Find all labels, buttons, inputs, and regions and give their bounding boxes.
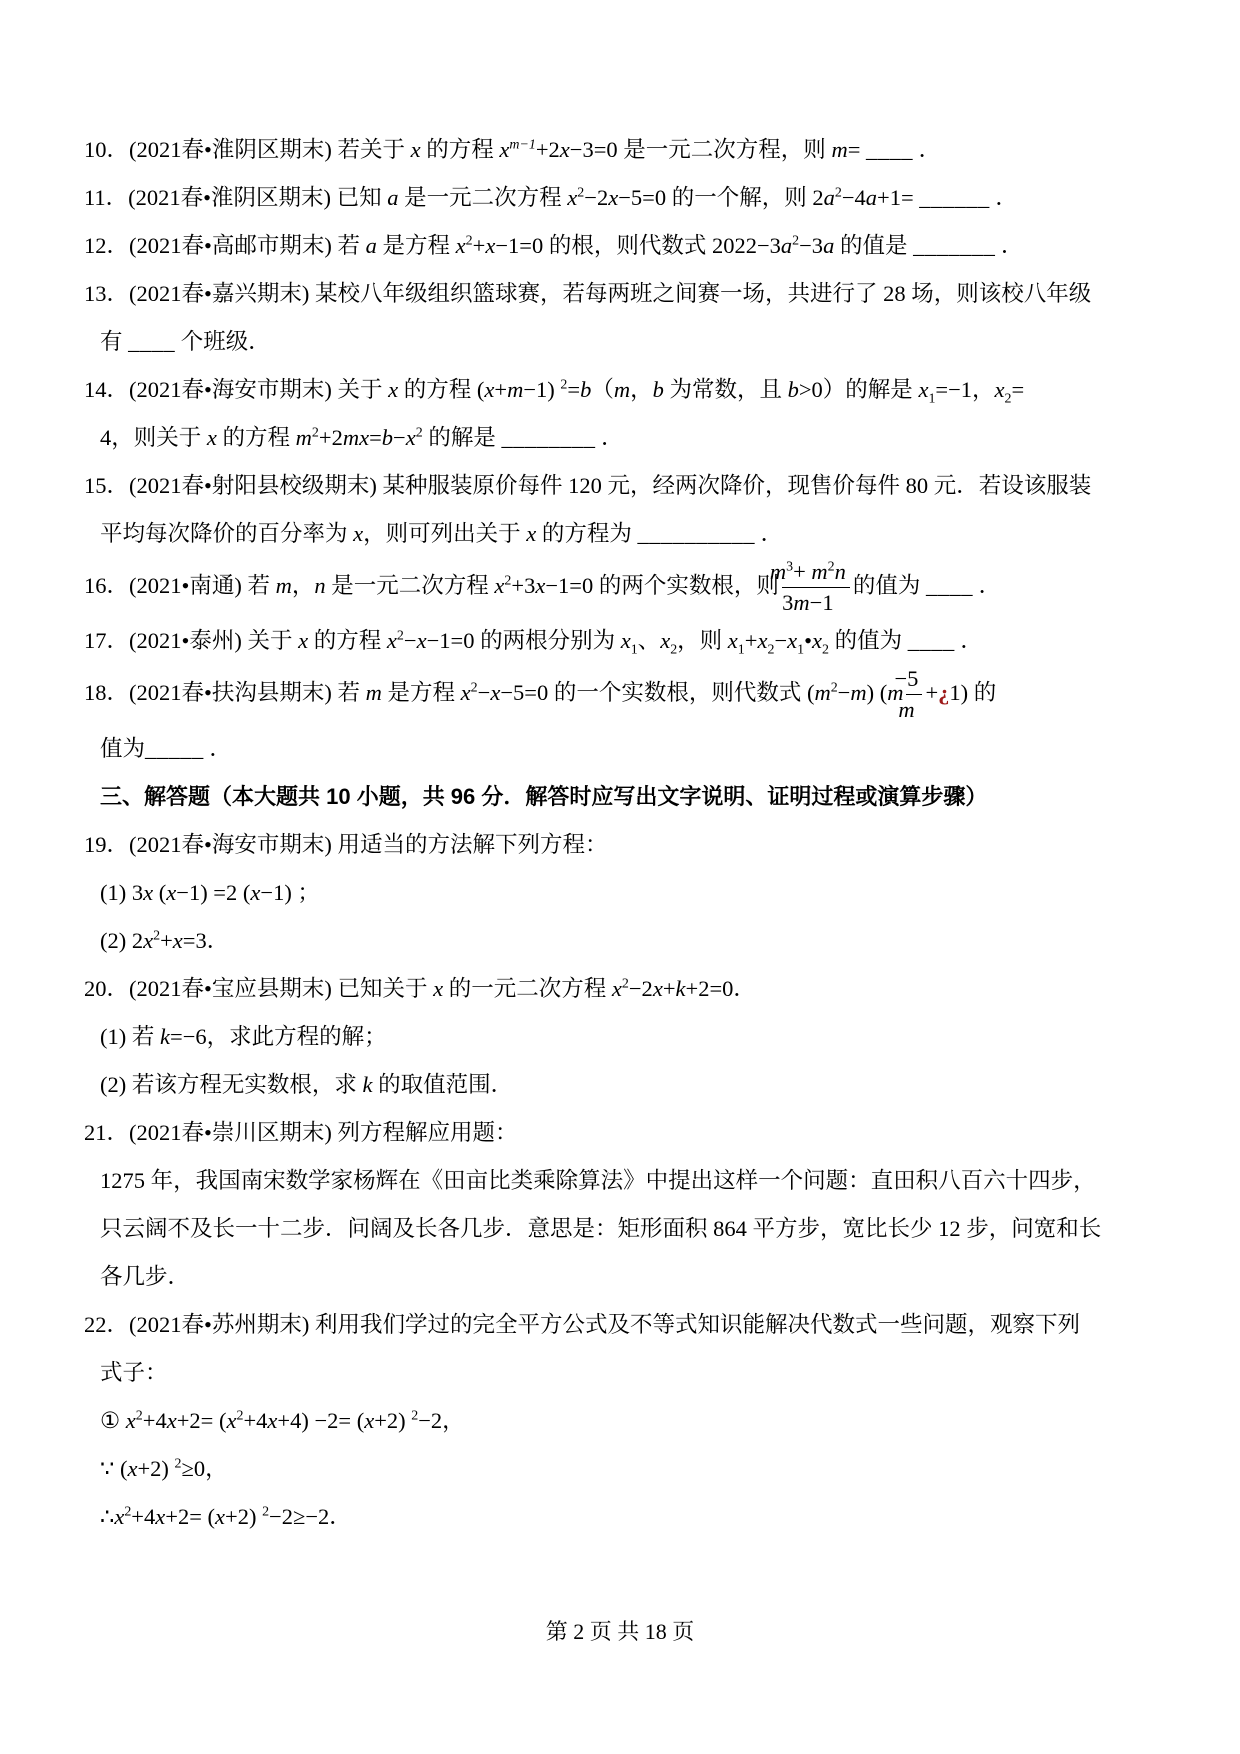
math-variable: x	[660, 628, 671, 654]
math-variable: x	[918, 377, 929, 402]
math-variable: x	[787, 628, 798, 654]
problem-21-line2: 1275 年，我国南宋数学家杨辉在《田亩比类乘除算法》中提出这样一个问题：直田积八百六十四步，	[100, 1167, 1096, 1193]
math-variable: x	[267, 1407, 278, 1433]
math-variable: x	[125, 1407, 136, 1433]
math-variable: x	[127, 1455, 138, 1481]
math-superscript: 2	[153, 928, 161, 943]
math-variable: x	[994, 377, 1005, 402]
math-variable: x	[226, 1407, 237, 1433]
problem-22-line2: 式子：	[100, 1359, 168, 1385]
math-superscript: 2	[135, 1408, 143, 1423]
math-variable: x	[172, 927, 183, 953]
math-variable: b	[787, 377, 799, 402]
problem-14-line2: 4，则关于 x 的方程 $m^2+2mx=b-x^2$ 的解是 ________ ．	[100, 425, 624, 450]
problem-20: 20．(2021春•宝应县期末) 已知关于 x 的一元二次方程 $x^2-2x+k+2=0$．	[84, 975, 756, 1001]
problem-12: 12．(2021春•高邮市期末) 若 a 是方程 $x^2+x-1=0$ 的根，则代数式 $2022-3a^2-3a$ 的值是 _______ ．	[84, 233, 1024, 258]
math-variable: m	[850, 680, 867, 706]
problem-18: 18．(2021春•扶沟县期末) 若 m 是方程 $x^2-x-5=0$ 的一个实数根，则代数式 $(m^2-m)$ (m $\frac{-5}{m}$ +¿1) 的	[100, 665, 1152, 724]
math-variable: x	[620, 628, 631, 654]
math-superscript: 2	[830, 680, 838, 696]
math-variable: m	[811, 559, 828, 584]
math-variable: k	[362, 1071, 373, 1097]
fraction-numerator: $m^3+ m^2n$	[782, 558, 850, 588]
math-variable: x	[608, 185, 619, 210]
math-variable: x	[455, 233, 466, 258]
math-variable: a	[823, 233, 835, 258]
math-variable: m	[831, 137, 848, 162]
math-variable: m	[365, 680, 382, 706]
answer-blank: ____	[907, 628, 955, 654]
math-superscript: 2	[827, 559, 835, 575]
answer-blank: ____	[128, 329, 176, 354]
problem-14: 14．(2021春•海安市期末) 关于 x 的方程 (x+m−1) $^2$=b（m，b 为常数，且 b>0）的解是 $x_1=-1$，$x_2=$	[84, 377, 1025, 407]
math-superscript: 3	[786, 559, 794, 575]
answer-blank: _____	[145, 735, 204, 761]
math-variable: x	[166, 879, 177, 905]
math-variable: x	[298, 628, 309, 654]
math-subscript: 2	[822, 642, 829, 658]
math-superscript: 2	[470, 680, 478, 696]
conversion-artifact-glyph: ¿	[938, 680, 950, 706]
problem-20-part-2: (2) 若该方程无实数根，求 k 的取值范围．	[100, 1071, 514, 1097]
math-variable: b	[580, 377, 592, 402]
math-variable: m	[898, 697, 915, 723]
problem-18-line2: 值为_____ ．	[100, 735, 232, 761]
problem-11: 11．(2021春•淮阴区期末) 已知 a 是一元二次方程 $x^2-2x-5=0$ 的一个解，则 $2a^2-4a+1=$ ______ ．	[84, 185, 1018, 210]
problem-21-line3: 只云阔不及长一十二步．问阔及长各几步．意思是：矩形面积 864 平方步，宽比长少 12 步，问宽和长	[100, 1215, 1102, 1241]
math-variable: x	[812, 628, 822, 654]
math-variable: b	[381, 425, 394, 450]
math-variable: x	[485, 233, 496, 258]
math-variable: n	[314, 572, 326, 598]
math-subscript: 2	[1004, 391, 1012, 407]
fraction-denominator	[898, 695, 922, 724]
math-variable: x	[353, 521, 364, 546]
math-variable: x	[460, 680, 471, 706]
problem-22: 22．(2021春•苏州期末) 利用我们学过的完全平方公式及不等式知识能解决代数式一些问题，观察下列	[84, 1311, 1080, 1337]
math-superscript: 2	[174, 1456, 182, 1471]
math-variable: x	[433, 975, 444, 1001]
math-superscript: 2	[415, 425, 423, 441]
math-variable: m	[507, 377, 524, 402]
math-variable: m	[295, 425, 312, 450]
math-variable: x	[386, 628, 397, 654]
math-variable: k	[160, 1023, 170, 1049]
section-header: 三、解答题（本大题共 10 小题，共 96 分．解答时应写出文字说明、证明过程或演算步骤）	[100, 783, 988, 809]
math-superscript: 2	[124, 1504, 132, 1519]
problem-13: 13．(2021春•嘉兴期末) 某校八年级组织篮球赛，若每两班之间赛一场，共进行了 28 场，则该校八年级	[84, 281, 1092, 306]
problem-20-part-1: (1) 若 k=−6，求此方程的解；	[100, 1023, 387, 1049]
math-variable: a	[865, 185, 878, 210]
math-variable: x	[526, 521, 537, 546]
math-variable: x	[499, 137, 510, 162]
math-variable: m	[887, 680, 904, 706]
problem-19-part-1: (1) 3x (x−1) =2 (x−1) ；	[100, 879, 320, 905]
math-superscript: 2	[311, 425, 319, 441]
math-variable: m	[814, 680, 831, 706]
math-variable: x	[559, 137, 570, 162]
problem-15-line2: 平均每次降价的百分率为 x，则可列出关于 x 的方程为 __________ ．	[100, 521, 784, 546]
math-variable: x	[727, 628, 738, 654]
math-variable: m	[275, 572, 292, 598]
problem-22-step-1: ① $x^2+4x+2= (x^2+4x+4) -2= (x+2)$ $^2$−2，	[100, 1407, 465, 1433]
math-variable: x	[143, 927, 154, 953]
math-variable: n	[834, 559, 846, 584]
problem-19: 19．(2021春•海安市期末) 用适当的方法解下列方程：	[84, 831, 608, 857]
problem-21-line4: 各几步．	[100, 1263, 191, 1289]
math-variable: x	[405, 425, 416, 450]
problem-21: 21．(2021春•崇川区期末) 列方程解应用题：	[84, 1119, 518, 1145]
math-variable: x	[652, 975, 663, 1001]
math-variable: x	[364, 1407, 375, 1433]
math-superscript: 2	[396, 628, 404, 644]
math-superscript: m−1	[509, 137, 536, 153]
math-variable: m	[769, 559, 787, 584]
math-variable: m	[613, 377, 631, 402]
math-variable: a	[780, 233, 793, 258]
math-variable: x	[567, 185, 578, 210]
problem-19-part-2: (2) $2x^2+x=3$．	[100, 927, 230, 953]
math-variable: x	[250, 879, 261, 905]
math-subscript: 2	[670, 642, 678, 658]
math-variable: x	[155, 1503, 166, 1529]
math-variable: x	[484, 377, 495, 402]
problem-22-step-3: $\therefore x^2+4x+2= (x+2)$ $^2$−2≥−2．	[100, 1503, 352, 1529]
math-variable: x	[388, 377, 399, 402]
math-variable: b	[652, 377, 664, 402]
problem-16: 16．(2021•南通) 若 m，n 是一元二次方程 $x^2+3x-1=0$ 的两个实数根，则 $\frac{m^3+ m^2n}{3m-1}$ 的值为 ____ ．	[100, 558, 1152, 617]
math-variable: mx	[342, 425, 370, 450]
math-variable: x	[757, 628, 768, 654]
math-superscript: 2	[834, 185, 842, 201]
math-variable: x	[490, 680, 501, 706]
answer-blank: _______	[913, 233, 996, 258]
math-superscript: 2	[560, 377, 568, 393]
math-superscript: 2	[504, 573, 512, 589]
math-variable: x	[114, 1503, 125, 1529]
math-variable: x	[206, 425, 217, 450]
problem-15: 15．(2021春•射阳县校级期末) 某种服装原价每件 120 元，经两次降价，现售价每件 80 元．若设该服装	[84, 473, 1092, 498]
math-variable: x	[494, 572, 505, 598]
fraction-denominator: 3m−1	[782, 590, 834, 616]
math-superscript: 2	[236, 1408, 244, 1423]
answer-blank: ________	[501, 425, 596, 450]
math-subscript: 1	[928, 391, 936, 407]
math-superscript: 2	[792, 233, 800, 249]
math-superscript: 2	[577, 185, 585, 201]
math-variable: x	[215, 1503, 225, 1529]
math-variable: a	[387, 185, 399, 210]
math-variable: x	[416, 628, 427, 654]
answer-blank: ______	[919, 185, 990, 210]
math-superscript: 2	[621, 976, 629, 991]
page-footer: 第 2 页 共 18 页	[545, 1619, 695, 1644]
math-variable: x	[166, 1407, 177, 1433]
math-subscript: 1	[737, 642, 745, 658]
answer-blank: ____	[866, 137, 914, 162]
math-variable: m	[793, 590, 810, 616]
math-variable: a	[823, 185, 835, 210]
answer-blank: ____	[926, 572, 973, 598]
math-variable: a	[365, 233, 377, 258]
math-variable: x	[143, 879, 154, 905]
math-subscript: 2	[767, 642, 775, 658]
math-subscript: 1	[797, 642, 805, 658]
math-superscript: 2	[411, 1408, 419, 1423]
math-subscript: 1	[630, 642, 638, 658]
math-fraction	[894, 665, 922, 724]
math-variable: x	[535, 572, 546, 598]
fraction-numerator: −5	[906, 665, 922, 695]
math-superscript: 2	[465, 233, 473, 249]
problem-13-line2: 有 ____ 个班级．	[100, 329, 271, 354]
answer-blank: __________	[637, 521, 756, 546]
problem-10: 10．(2021春•淮阴区期末) 若关于 x 的方程 $x^{m-1}+2x-3=0$ 是一元二次方程，则 m= ____ ．	[84, 137, 942, 162]
math-superscript: 2	[262, 1504, 270, 1519]
problem-17: 17．(2021•泰州) 关于 x 的方程 $x^2-x-1=0$ 的两根分别为 $x_1$、$x_2$，则 $x_1+x_2-x_1•x_2$ 的值为 ____ ．	[84, 628, 983, 658]
math-variable: x	[611, 975, 622, 1001]
math-variable: x	[410, 137, 421, 162]
problem-22-step-2: ∵ (x+2) $^2$≥0，	[100, 1455, 228, 1481]
math-variable: k	[675, 975, 686, 1001]
math-fraction	[769, 558, 850, 617]
